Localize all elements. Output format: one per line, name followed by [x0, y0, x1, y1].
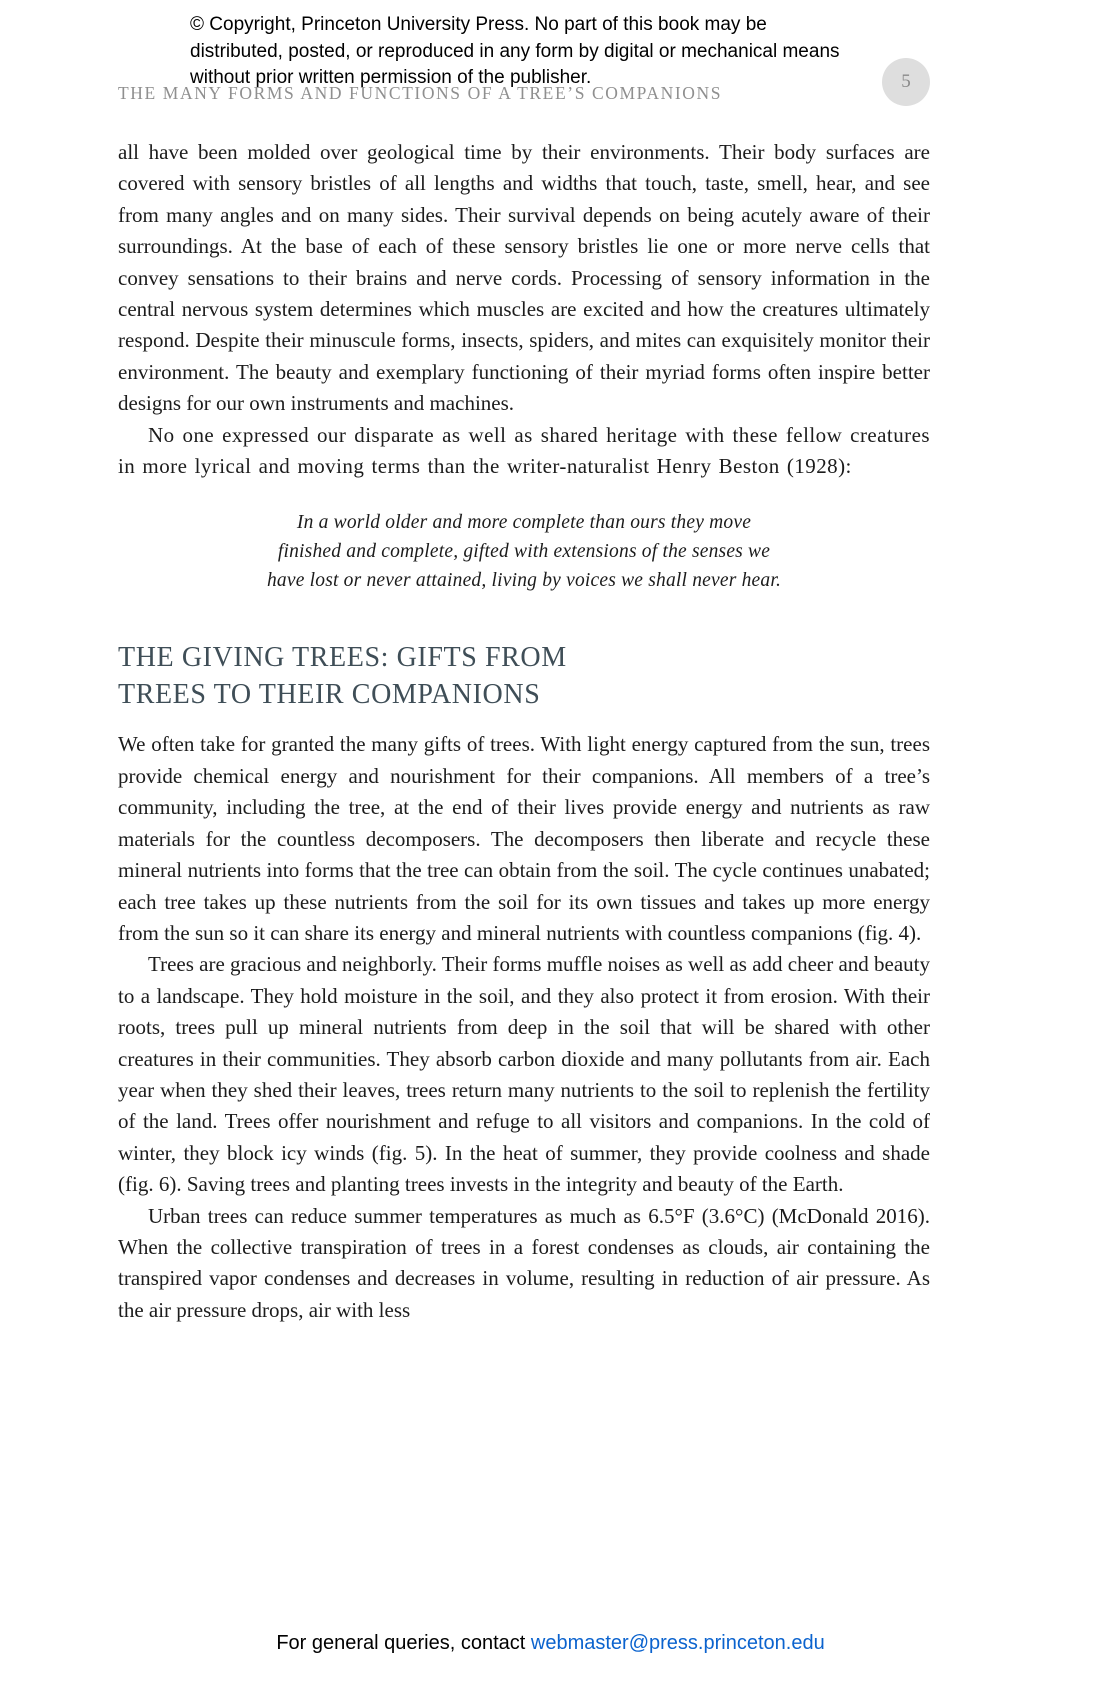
webmaster-email-link[interactable]: webmaster@press.princeton.edu	[530, 1632, 825, 1654]
footer-text: For general queries, contact	[276, 1632, 531, 1654]
page-number-badge	[882, 58, 930, 106]
section-heading	[118, 639, 930, 713]
quote-line-3: have lost or never attained, living by voices we shall never hear.	[266, 570, 782, 592]
body-paragraph-1: all have been molded over geological time by their environments. Their body surfaces are covered with sensory bristles of all lengths and widths that touch, taste, smell, hear, and see from many angles and on many sides. Their survival depends on being acutely aware of their surroundings. At the base of each of these sensory bristles lie one or more nerve cells that convey sensations to their brains and nerve cords. Processing of sensory information in the central nervous system determines which muscles are excited and how the creatures ultimately respond. Despite their minuscule forms, insects, spiders, and mites can exquisitely monitor their environment. The beauty and exemplary functioning of their myriad forms often inspire better designs for our own instruments and machines.	[118, 140, 930, 416]
quote-line-2: finished and complete, gifted with extensions of the senses we	[277, 541, 771, 563]
running-header-title: THE MANY FORMS AND FUNCTIONS OF A TREE’S COMPANIONS	[118, 82, 723, 103]
body-paragraph-3: We often take for granted the many gifts of trees. With light energy captured from the sun, trees provide chemical energy and nourishment for their companions. All members of a tree’s community, including the tree, at the end of their lives provide energy and nutrients as raw materials for the countless decomposers. The decomposers then liberate and recycle these mineral nutrients into forms that the tree can obtain from the soil. The cycle continues unabated; each tree takes up these nutrients from the soil for its own tissues and takes up more energy from the sun so it can share its energy and mineral nutrients with countless companions (fig. 4).	[118, 732, 930, 945]
page-footer	[0, 1632, 1101, 1655]
block-quote	[118, 508, 930, 595]
body-paragraph-2: No one expressed our disparate as well as shared heritage with these fellow creatures in more lyrical and moving terms than the writer-naturalist Henry Beston (1928):	[118, 422, 930, 479]
body-paragraph-4: Trees are gracious and neighborly. Their forms muffle noises as well as add cheer and beauty to a landscape. They hold moisture in the soil, and they also protect it from erosion. With their roots, trees pull up mineral nutrients from deep in the soil that will be shared with other creatures in their communities. They absorb carbon dioxide and many pollutants from air. Each year when they shed their leaves, trees return many nutrients to the soil to replenish the fertility of the land. Trees offer nourishment and refuge to all visitors and companions. In the cold of winter, they block icy winds (fig. 5). In the heat of summer, they provide coolness and shade (fig. 6). Saving trees and planting trees invests in the integrity and beauty of the Earth.	[118, 952, 931, 1197]
section-heading-line-1: THE GIVING TREES: GIFTS FROM	[118, 642, 567, 674]
page-number: 5	[901, 71, 911, 92]
quote-line-1: In a world older and more complete than ours they move	[296, 512, 752, 534]
body-text-column	[118, 137, 930, 1326]
body-paragraph-5: Urban trees can reduce summer temperatures as much as 6.5°F (3.6°C) (McDonald 2016). When the collective transpiration of trees in a forest condenses as clouds, air containing the transpired vapor condenses and decreases in volume, resulting in reduction of air pressure. As the air pressure drops, air with less	[118, 1203, 930, 1322]
copyright-notice: © Copyright, Princeton University Press. No part of this book may be distributed, posted, or reproduced in any form by digital or mechanical means without prior written permission of the publisher.	[190, 14, 840, 88]
section-heading-line-2: TREES TO THEIR COMPANIONS	[118, 679, 541, 711]
